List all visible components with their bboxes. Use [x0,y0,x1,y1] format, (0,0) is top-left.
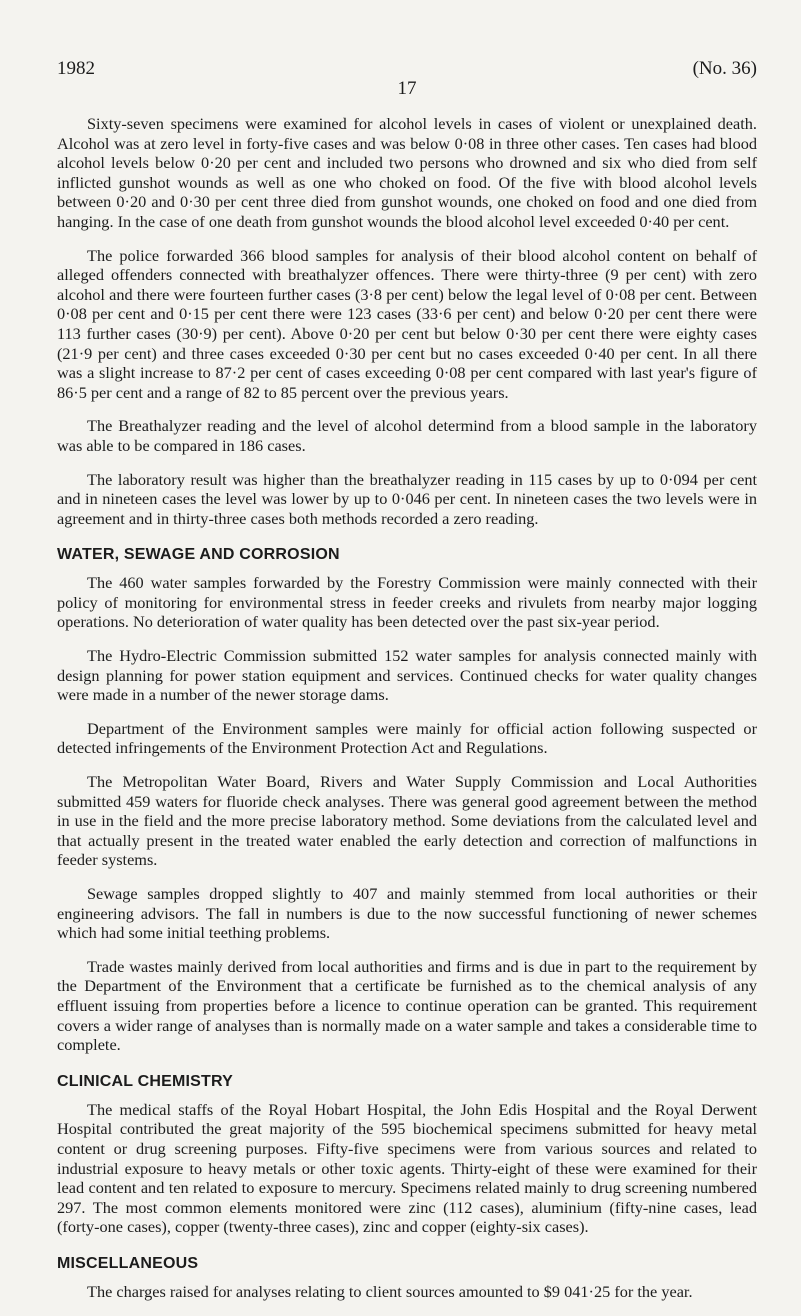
paragraph: Department of the Environment samples were mainly for official action following suspected or detected infringements of the Environment Protection Act and Regulations. [57,718,757,758]
document-page [57,58,757,1316]
section-heading-water: WATER, SEWAGE AND CORROSION [57,546,340,564]
paragraph: Sixty-seven specimens were examined for alcohol levels in cases of violent or unexplained death. Alcohol was at zero level in forty-five cases and was below 0·08 in three other cases. Ten cases had blood alcohol levels below 0·20 per cent and included two persons who drowned and six who died from self inflicted gunshot wounds as well as one who choked on food. Of the five with blood alcohol levels between 0·20 and 0·30 per cent three died from gunshot wounds, one choked on food and one died from hanging. In the case of one death from gunshot wounds the blood alcohol level exceeded 0·40 per cent. [57,114,757,231]
paragraph: The 460 water samples forwarded by the Forestry Commission were mainly connected with their policy of monitoring for environmental stress in feeder creeks and rivulets from nearby major logging operations. No deterioration of water quality has been detected over the past six-year period. [57,573,757,632]
paragraph: The laboratory result was higher than the breathalyzer reading in 115 cases by up to 0·094 per cent and in nineteen cases the level was lower by up to 0·046 per cent. In nineteen cases the two levels were in agreement and in thirty-three cases both methods recorded a zero reading. [57,469,757,528]
page-header [57,58,757,100]
section-heading-misc: MISCELLANEOUS [57,1254,199,1272]
paragraph: The Hydro-Electric Commission submitted 152 water samples for analysis connected mainly with design planning for power station equipment and services. Continued checks for water quality changes were made in a number of the newer storage dams. [57,646,757,705]
paragraph: Trade wastes mainly derived from local authorities and firms and is due in part to the requirement by the Department of the Environment that a certificate be furnished as to the chemical analysis of any effluent issuing from properties before a licence to continue operation can be granted. This requirement covers a wider range of analyses than is normally made on a water sample and takes a considerable time to complete. [57,956,757,1055]
header-year: 1982 [57,58,95,79]
page-number: 17 [397,78,417,99]
document-body [57,114,757,1302]
paragraph: The medical staffs of the Royal Hobart Hospital, the John Edis Hospital and the Royal Derwent Hospital contributed the great majority of the 595 biochemical specimens submitted for heavy metal content or drug screening purposes. Fifty-five specimens were from various sources and related to industrial exposure to heavy metals or other toxic agents. Thirty-eight of these were examined for their lead content and ten related to exposure to mercury. Specimens related mainly to drug screening numbered 297. The most common elements monitored were zinc (112 cases), aluminium (fifty-nine cases, lead (forty-one cases), copper (twenty-three cases), zinc and copper (eighty-six cases). [57,1099,757,1237]
paragraph: The charges raised for analyses relating to client sources amounted to $9 041·25 for the year. [87,1281,693,1301]
paragraph: The Metropolitan Water Board, Rivers and Water Supply Commission and Local Authorities submitted 459 waters for fluoride check analyses. There was general good agreement between the method in use in the field and the more precise laboratory method. Some deviations from the calculated level and that actually present in the treated water enabled the early detection and correction of malfunctions in feeder systems. [57,772,757,870]
paragraph: The police forwarded 366 blood samples for analysis of their blood alcohol content on behalf of alleged offenders connected with breathalyzer offences. There were thirty-three (9 per cent) with zero alcohol and there were fourteen further cases (3·8 per cent) below the legal level of 0·08 per cent. Between 0·08 per cent and 0·15 per cent there were 123 cases (33·6 per cent) and below 0·20 per cent there were 113 further cases (30·9) per cent). Above 0·20 per cent but below 0·30 per cent there were eighty cases (21·9 per cent) and three cases exceeded 0·30 per cent but no cases exceeded 0·40 per cent. In all there was a slight increase to 87·2 per cent of cases exceeding 0·08 per cent compared with last year's figure of 86·5 per cent and a range of 82 to 85 percent over the previous years. [57,245,757,402]
document-number: (No. 36) [692,58,757,79]
section-heading-clinical: CLINICAL CHEMISTRY [57,1072,234,1090]
paragraph: The Breathalyzer reading and the level of alcohol determind from a blood sample in the laboratory was able to be compared in 186 cases. [57,416,757,455]
paragraph: Sewage samples dropped slightly to 407 and mainly stemmed from local authorities or their engineering advisors. The fall in numbers is due to the now successful functioning of newer schemes which had some initial teething problems. [57,884,757,943]
